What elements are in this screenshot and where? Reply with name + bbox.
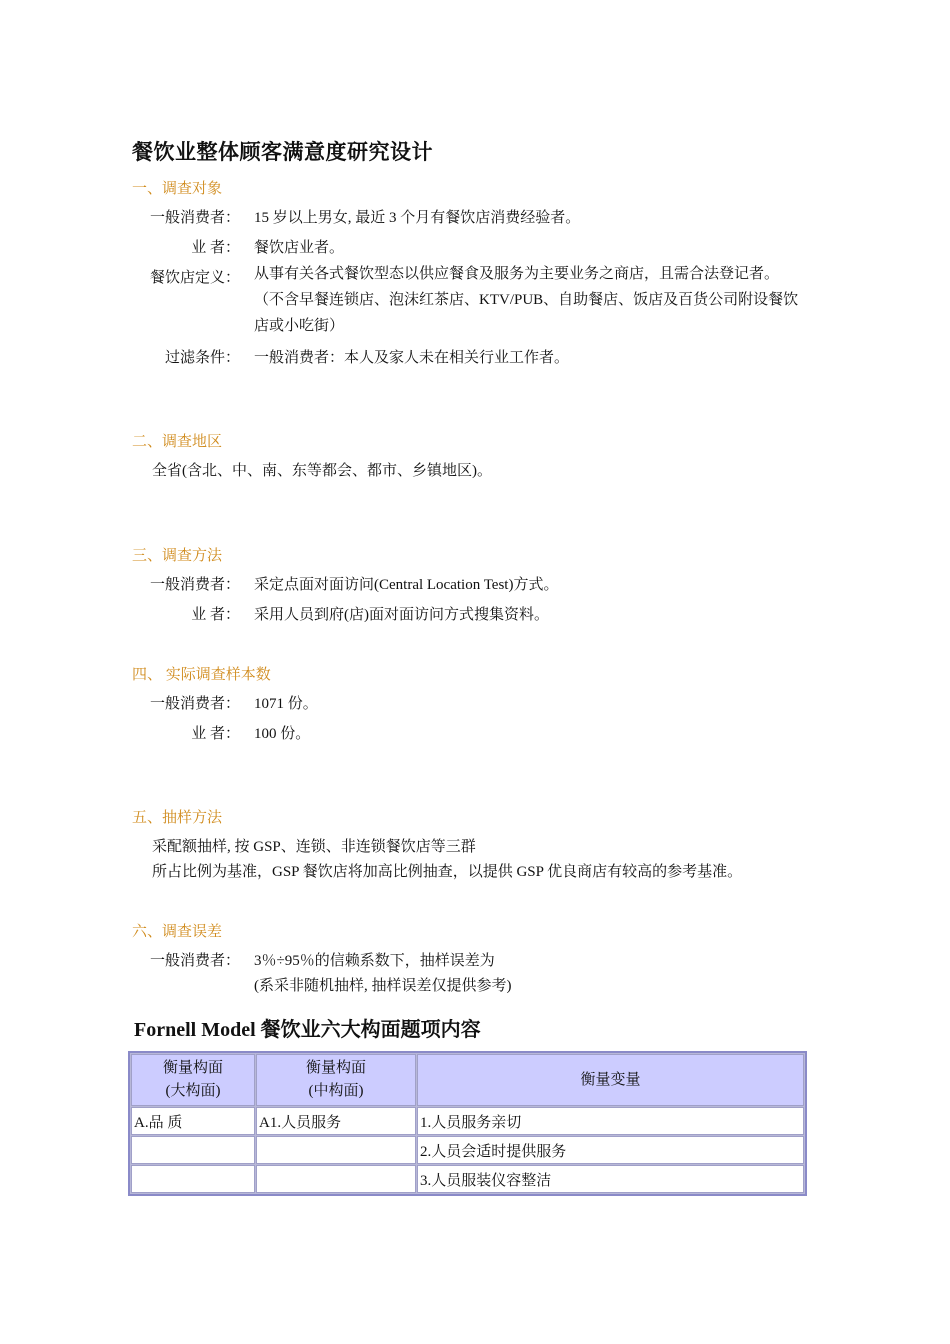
header-line: 衡量变量 [580,1071,641,1088]
header-line: 衡量构面 [162,1060,223,1076]
section-heading-survey-region: 二、调查地区 [132,434,223,450]
header-line: (中构面) [308,1083,364,1099]
fornell-model-table [128,1051,807,1196]
table-row [131,1165,804,1193]
table-cell [256,1165,416,1193]
row-label: 餐饮店定义： [149,270,240,286]
table-header-row [131,1054,804,1106]
table-title: Fornell Model 餐饮业六大构面题项内容 [134,1019,481,1041]
table-cell: A.品 质 [131,1107,255,1135]
section-heading-survey-subject: 一、调查对象 [132,181,223,197]
region-text: 全省(含北、中、南、东等都会、都市、乡镇地区)。 [152,463,492,479]
table-row [131,1107,804,1135]
row-label: 业 者： [191,240,240,256]
error-text-line2: (系采非随机抽样, 抽样误差仅提供参考) [254,978,512,994]
header-line: 衡量构面 [305,1060,366,1076]
section-heading-survey-method: 三、调查方法 [132,548,223,564]
section-heading-sample-size: 四、 实际调查样本数 [132,667,271,683]
table-cell [131,1136,255,1164]
row-value: 一般消费者：本人及家人未在相关行业工作者。 [254,350,570,366]
sampling-text-line1: 采配额抽样, 按 GSP、连锁、非连锁餐饮店等三群 [152,839,476,855]
row-label: 一般消费者： [149,696,240,712]
page-title: 餐饮业整体顾客满意度研究设计 [132,140,433,164]
row-label: 一般消费者： [149,210,240,226]
table-header-cell [256,1054,416,1106]
table-cell [256,1136,416,1164]
row-label: 业 者： [191,726,240,742]
section-heading-sampling-method: 五、抽样方法 [132,810,223,826]
row-value: 餐饮店业者。 [254,240,345,256]
table-cell [131,1165,255,1193]
row-label: 一般消费者： [149,953,240,969]
table-cell: 2.人员会适时提供服务 [417,1136,804,1164]
row-label: 业 者： [191,607,240,623]
error-text-line1: 3％÷95％的信赖系数下，抽样误差为 [254,953,495,969]
header-line: (大构面) [165,1083,221,1099]
table-cell: 3.人员服装仪容整洁 [417,1165,804,1193]
table-cell: A1.人员服务 [256,1107,416,1135]
section-heading-survey-error: 六、调查误差 [132,924,223,940]
table-cell: 1.人员服务亲切 [417,1107,804,1135]
row-label: 一般消费者： [149,577,240,593]
row-value: 100 份。 [254,726,311,742]
row-value: 15 岁以上男女, 最近 3 个月有餐饮店消费经验者。 [254,210,581,226]
table-row [131,1136,804,1164]
row-value: 从事有关各式餐饮型态以供应餐食及服务为主要业务之商店，且需合法登记者。（不含早餐连锁店、泡沫红茶店、KTV/PUB、自助餐店、饭店及百货公司附设餐饮店或小吃街） [254,266,799,334]
row-value: 采用人员到府(店)面对面访问方式搜集资料。 [254,607,549,623]
sampling-text-line2: 所占比例为基准，GSP 餐饮店将加高比例抽查，以提供 GSP 优良商店有较高的参考基准。 [152,864,743,880]
row-value: 采定点面对面访问(Central Location Test)方式。 [254,577,559,593]
row-label: 过滤条件： [164,350,240,366]
table-header-cell [131,1054,255,1106]
row-value: 1071 份。 [254,696,318,712]
table-header-cell [417,1054,804,1106]
